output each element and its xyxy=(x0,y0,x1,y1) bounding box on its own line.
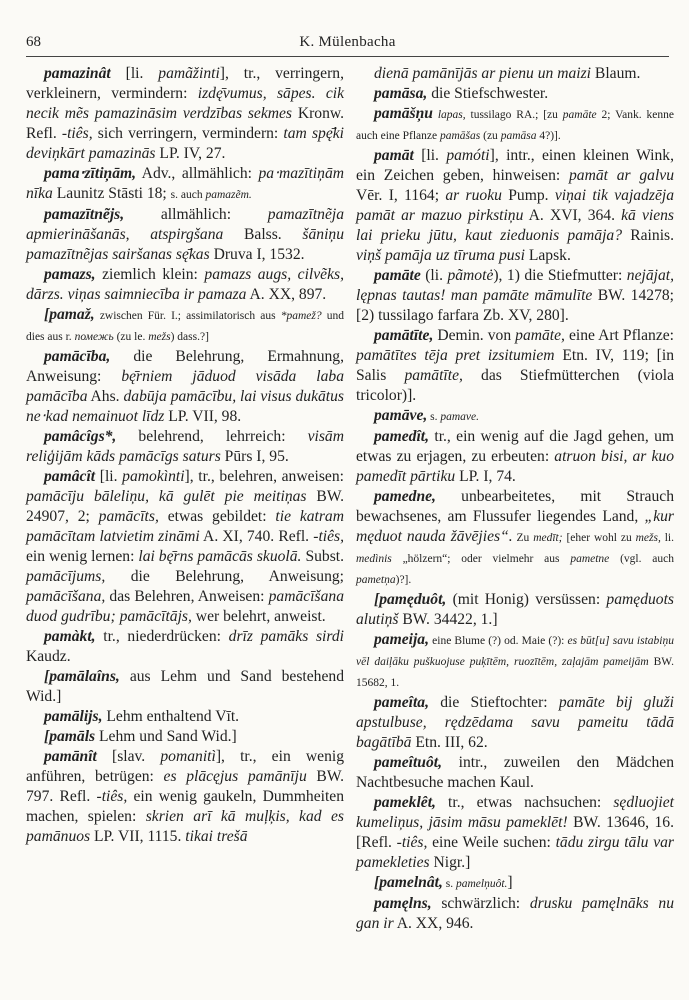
entry-text: das Belehren, Anweisen: xyxy=(105,588,269,605)
entry-text: sich verringern, vermindern: xyxy=(92,125,284,142)
entry-text: tie katram pamācītam latvietim zināmi xyxy=(26,508,344,545)
entry-headword: pamâcît xyxy=(44,468,96,485)
entry-headword: pamedît, xyxy=(374,428,430,445)
entry-headword: pamâcîgs*, xyxy=(44,428,117,445)
dictionary-entry xyxy=(26,205,344,265)
dictionary-entry xyxy=(26,707,344,727)
entry-text: viņai tik vajadzēja pamāt ar mazuo pirkstiņu xyxy=(356,187,675,224)
entry-text: LP. I, 74. xyxy=(455,468,516,485)
dictionary-entry xyxy=(356,406,674,427)
entry-headword: pamācība, xyxy=(44,348,111,365)
dictionary-entry xyxy=(26,64,344,164)
entry-text: (zu le. xyxy=(113,331,149,343)
entry-text: Launitz Stāsti 18; xyxy=(52,185,171,202)
entry-text: wer belehrt, anweist. xyxy=(191,608,326,625)
dictionary-entry xyxy=(356,793,674,873)
entry-text: pamātīte, xyxy=(404,367,463,384)
entry-text: -tiês, xyxy=(96,788,128,805)
entry-text: [slav. xyxy=(96,748,161,765)
entry-text: eine Art Pflanze: xyxy=(564,327,674,344)
dictionary-entry xyxy=(356,753,674,793)
entry-text: Lapsk. xyxy=(524,247,571,264)
entry-text: BW. 24907, 2; xyxy=(26,488,344,525)
entry-text: Blaum. xyxy=(591,65,641,82)
entry-headword: pamazinât xyxy=(44,65,111,82)
dictionary-entry xyxy=(356,64,674,84)
entry-headword: pamedne, xyxy=(374,488,436,505)
entry-text: pa‧mazītiņām nīka xyxy=(26,165,344,202)
entry-text: das Stiefmütterchen (viola tricolor)]. xyxy=(356,367,674,404)
dictionary-entry xyxy=(356,104,674,146)
entry-text: pamāte bij gluži apstulbuse, rędzēdama savu pameitu tādā bagātībā xyxy=(356,694,674,751)
entry-headword: [pamelnât, xyxy=(374,874,443,891)
entry-text: pametne xyxy=(570,553,610,565)
entry-text: kā viens lai prieku jūtu, kaut zieduonis pamāja? xyxy=(356,207,674,244)
entry-text: pamazẽm. xyxy=(205,189,252,201)
entry-text: die Belehrung, Anweisung; xyxy=(105,568,344,585)
entry-headword: pamātīte, xyxy=(374,327,434,344)
entry-text: LP. VII, 98. xyxy=(164,408,242,425)
dictionary-entry xyxy=(356,326,674,406)
entry-text: Druva I, 1532. xyxy=(209,246,305,263)
entry-text: A. XI, 740. Refl. xyxy=(199,528,314,545)
entry-text: ar ruoku xyxy=(445,187,502,204)
entry-text: es būt[u] savu istabiņu vēl daiļāku puškuojuse puķītēm, ruozītēm, zaļajām pameijām xyxy=(356,635,674,668)
entry-text: allmählich: xyxy=(124,206,268,223)
dictionary-entry xyxy=(356,693,674,753)
entry-text: die Belehrung, Ermahnung, Anweisung: xyxy=(26,348,344,385)
dictionary-entry xyxy=(26,305,344,347)
entry-text: tr., etwas nachsuchen: xyxy=(435,794,614,811)
entry-text: Balss. xyxy=(223,226,303,243)
entry-text: eine Blume (?) od. Maie (?): xyxy=(429,635,568,647)
entry-text: [li. xyxy=(95,468,123,485)
dictionary-entry xyxy=(26,265,344,305)
entry-text: visām reliģijām kāds pamācīgs saturs xyxy=(26,428,344,465)
entry-text: A. XVI, 364. xyxy=(523,207,622,224)
entry-headword: [pamęduôt, xyxy=(374,591,447,608)
entry-text: ein wenig gaukeln, Dummheiten machen, spielen: xyxy=(26,788,344,825)
entry-text: pamãžinti xyxy=(158,65,220,82)
page-number: 68 xyxy=(26,34,41,50)
entry-text: ), 1) die Stiefmutter: xyxy=(493,267,627,284)
entry-text: Etn. III, 62. xyxy=(411,734,488,751)
entry-text: belehrend, lehrreich: xyxy=(116,428,308,445)
entry-headword: pamazītnẽjs, xyxy=(44,206,125,223)
entry-text: „hölzern“; oder vielmehr aus xyxy=(391,553,571,565)
entry-headword: [pamaž, xyxy=(44,306,95,323)
entry-text: atruon bisi, ar kuo pamedīt pārtiku xyxy=(356,448,675,485)
entry-headword: pamāt xyxy=(374,147,414,164)
dictionary-entry xyxy=(356,427,674,487)
entry-text: „kur męduot nauda žāvējies“. xyxy=(356,508,674,545)
entry-text: LP. VII, 1115. xyxy=(90,828,186,845)
entry-text: помежь xyxy=(74,331,114,343)
entry-text: aus Lehm und Sand bestehend Wid.] xyxy=(26,668,344,705)
entry-text: (zu xyxy=(480,130,501,142)
entry-text: und dies aus r. xyxy=(26,310,344,343)
entry-text: Lehm und Sand Wid.] xyxy=(95,728,237,745)
entry-text: Pūrs I, 95. xyxy=(220,448,289,465)
entry-text: eine Weile suchen: xyxy=(427,834,556,851)
dictionary-entry xyxy=(356,146,674,266)
entry-text: nejājat, lępnas tautas! man pamāte māmulīte xyxy=(356,267,675,304)
entry-text: s. auch xyxy=(170,189,206,201)
entry-headword: pamàkt, xyxy=(44,628,96,645)
entry-text: pamazītnẽja apmierināšanās, atspirgšana xyxy=(26,206,344,243)
entry-text: Vēr. I, 1164; xyxy=(356,187,446,204)
entry-headword: [pamālaîns, xyxy=(44,668,120,685)
entry-text: šāniņu pamazītnẽjas sairšanas sę̄kas xyxy=(26,226,344,263)
entry-text: pamāsa xyxy=(500,130,537,142)
page-header xyxy=(26,34,669,56)
right-column xyxy=(356,64,674,934)
entry-text: pamāte, xyxy=(515,327,565,344)
running-head: K. Mülenbacha xyxy=(299,34,396,50)
entry-text: dienā pamānījās ar pienu un maizi xyxy=(374,65,592,82)
entry-text: etwas gebildet: xyxy=(158,508,276,525)
dictionary-entry xyxy=(356,590,674,630)
entry-text: drusku pamęlnāks nu gan ir xyxy=(356,895,674,932)
entry-text: izdę̄vumus, sāpes. cik necik mẽs pamazināsim verdzības sekmes xyxy=(26,85,344,122)
entry-text: mežs, xyxy=(635,532,661,544)
entry-text: pamācījums, xyxy=(26,568,106,585)
entry-text: pamācīšana duod gudrību; pamācītājs, xyxy=(26,588,344,625)
entry-text: intr., zuweilen den Mädchen Nachtbesuche machen Kaul. xyxy=(356,754,674,791)
entry-headword: pamāšņu xyxy=(374,105,433,122)
entry-text: li. xyxy=(660,532,674,544)
entry-text: pamāšas xyxy=(439,130,481,142)
entry-text: Kaudz. xyxy=(26,648,71,665)
entry-text: BW. 34422, 1.] xyxy=(398,611,498,628)
entry-text: pamokìnti xyxy=(122,468,185,485)
entry-text: tr., niederdrücken: xyxy=(95,628,229,645)
left-column xyxy=(26,64,344,847)
entry-text: die Stieftochter: xyxy=(429,694,559,711)
entry-text: Subst. xyxy=(301,548,345,565)
entry-text: skrien arī kā muļķis, kad es pamānuos xyxy=(26,808,344,845)
dictionary-entry xyxy=(356,84,674,104)
entry-text: tādu zirgu tālu var pamekleties xyxy=(356,834,674,871)
entry-text: 2; Vank. kenne auch eine Pflanze xyxy=(356,109,674,142)
entry-text: Pump. xyxy=(501,187,555,204)
dictionary-entry xyxy=(26,347,344,427)
dictionary-entry xyxy=(26,467,344,627)
entry-text: pamóti xyxy=(446,147,490,164)
entry-headword: pameîta, xyxy=(374,694,430,711)
entry-headword: pamānît xyxy=(44,748,97,765)
entry-text: sędluojiet kumeliņus, jāsim māsu pameklēt! xyxy=(356,794,674,831)
entry-text: pamelņuôt. xyxy=(455,878,508,890)
entry-text: pametņa xyxy=(356,574,396,586)
entry-text: pamātītes tēja pret izsitumiem xyxy=(356,347,555,364)
entry-text: pamāte xyxy=(562,109,597,121)
entry-text: medīt; xyxy=(533,532,563,544)
entry-text: mežs xyxy=(148,331,171,343)
entry-headword: pamāve, xyxy=(374,407,428,424)
entry-headword: pamęlns, xyxy=(374,895,432,912)
entry-text: pãmotė xyxy=(447,267,494,284)
entry-text: )?]. xyxy=(395,574,412,586)
entry-headword: pama‧zītiņām, xyxy=(44,165,137,182)
dictionary-entry xyxy=(26,667,344,707)
entry-headword: [pamāls xyxy=(44,728,96,745)
entry-text: tussilago RA.; [zu xyxy=(465,109,563,121)
entry-text: [li. xyxy=(413,147,447,164)
entry-text: bę̄rniem jāduod visāda laba pamācība xyxy=(26,368,344,405)
entry-text: viņš pamāja uz tīruma pusi xyxy=(356,247,525,264)
entry-text: -tiês, xyxy=(313,528,344,545)
entry-text: (li. xyxy=(420,267,448,284)
entry-text: BW. 15682, 1. xyxy=(356,656,674,689)
entry-text: schwärzlich: xyxy=(431,895,530,912)
entry-text: die Stiefschwester. xyxy=(427,85,549,102)
entry-text: Demin. von xyxy=(433,327,516,344)
entry-text: pamācīts, xyxy=(98,508,159,525)
entry-text: ziemlich klein: xyxy=(95,266,205,283)
entry-text: 4?)]. xyxy=(536,130,561,142)
entry-text: BW. 14278; [2) tussilago farfara Zb. XV, 280]. xyxy=(356,287,675,324)
entry-text: Adv., allmählich: xyxy=(136,165,259,182)
entry-text: lai bę̄rns pamācās skuolā. xyxy=(138,548,302,565)
entry-text: *pamež? xyxy=(280,310,322,322)
entry-text: (vgl. auch xyxy=(609,553,674,565)
entry-text: tr., ein wenig auf die Jagd gehen, um etwas zu erjagen, zu erbeuten: xyxy=(356,428,674,465)
entry-text: zwischen Für. I.; assimilatorisch aus xyxy=(94,310,281,322)
entry-text: pamāt ar galvu xyxy=(568,167,674,184)
entry-text: s. xyxy=(427,411,441,423)
dictionary-entry xyxy=(26,627,344,667)
entry-headword: pamazs, xyxy=(44,266,96,283)
entry-headword: pameîtuôt, xyxy=(374,754,443,771)
entry-text: [li. xyxy=(110,65,159,82)
entry-text: pamācīju bāleliņu, kā gulēt pie meitiņas xyxy=(26,488,307,505)
entry-text: Kronw. Refl. xyxy=(26,105,345,142)
entry-text: ], intr., einen kleinen Wink, ein Zeichen geben, hinweisen: xyxy=(356,147,674,184)
entry-text: ) dass.?] xyxy=(170,331,209,343)
entry-text: tam spę̄ki deviņkārt pamazinās xyxy=(26,125,344,162)
entry-text: pamave. xyxy=(440,411,480,423)
entry-headword: pamāte xyxy=(374,267,421,284)
entry-text: medìnis xyxy=(356,553,392,565)
entry-text: (mit Honig) versüssen: xyxy=(446,591,607,608)
entry-text: dabūja pamācību, lai visus dukātus ne‧kad nemainuot līdz xyxy=(26,388,344,425)
entry-headword: pamāsa, xyxy=(374,85,428,102)
dictionary-entry xyxy=(356,873,674,894)
entry-text: pomanitì xyxy=(160,748,216,765)
entry-text: Nigr.] xyxy=(429,854,471,871)
entry-text: unbearbeitetes, mit Strauch bewachsenes, am Flussufer liegendes Land, xyxy=(356,488,674,525)
dictionary-entry xyxy=(26,164,344,205)
entry-text: LP. IV, 27. xyxy=(155,145,226,162)
dictionary-entry xyxy=(356,266,674,326)
entry-text: drīz pamāks sirdi xyxy=(228,628,344,645)
entry-text: Rainis. xyxy=(622,227,674,244)
entry-text: pamazs augs, cilvẽks, dārzs. viņas saimniecība ir pamaza xyxy=(26,266,344,303)
entry-text: ], tr., ein wenig anführen, betrügen: xyxy=(26,748,344,785)
entry-text: Etn. IV, 119; [in Salis xyxy=(356,347,674,384)
entry-text: Zu xyxy=(512,532,534,544)
dictionary-entry xyxy=(26,747,344,847)
entry-text: Ahs. xyxy=(87,388,124,405)
entry-text: lapas, xyxy=(432,109,466,121)
entry-text: tikai trešā xyxy=(185,828,248,845)
entry-text: BW. 13646, 16. [Refl. xyxy=(356,814,675,851)
dictionary-entry xyxy=(356,894,674,934)
entry-text: BW. 797. Refl. xyxy=(26,768,345,805)
entry-text: A. XX, 946. xyxy=(393,915,474,932)
dictionary-entry xyxy=(356,487,674,590)
entry-headword: pameija, xyxy=(374,631,430,648)
entry-text: [eher wohl zu xyxy=(562,532,636,544)
entry-text: s. xyxy=(442,878,456,890)
entry-text: -tiês, xyxy=(396,834,428,851)
entry-text: ] xyxy=(507,874,513,891)
entry-headword: pamālijs, xyxy=(44,708,103,725)
dictionary-entry xyxy=(26,427,344,467)
entry-text: ein wenig lernen: xyxy=(26,548,139,565)
header-rule xyxy=(26,56,669,57)
entry-text: pamācīšana, xyxy=(26,588,106,605)
entry-text: Lehm enthaltend Vīt. xyxy=(102,708,240,725)
entry-text: -tiês, xyxy=(61,125,93,142)
entry-text: ], tr., verringern, verkleinern, vermindern: xyxy=(26,65,344,102)
entry-text: pamęduots alutiņš xyxy=(356,591,674,628)
entry-text: es plācęjus pamānīju xyxy=(163,768,307,785)
entry-text: A. XX, 897. xyxy=(246,286,327,303)
dictionary-entry xyxy=(356,630,674,693)
entry-headword: pameklêt, xyxy=(374,794,436,811)
entry-text: ], tr., belehren, anweisen: xyxy=(184,468,344,485)
dictionary-entry xyxy=(26,727,344,747)
